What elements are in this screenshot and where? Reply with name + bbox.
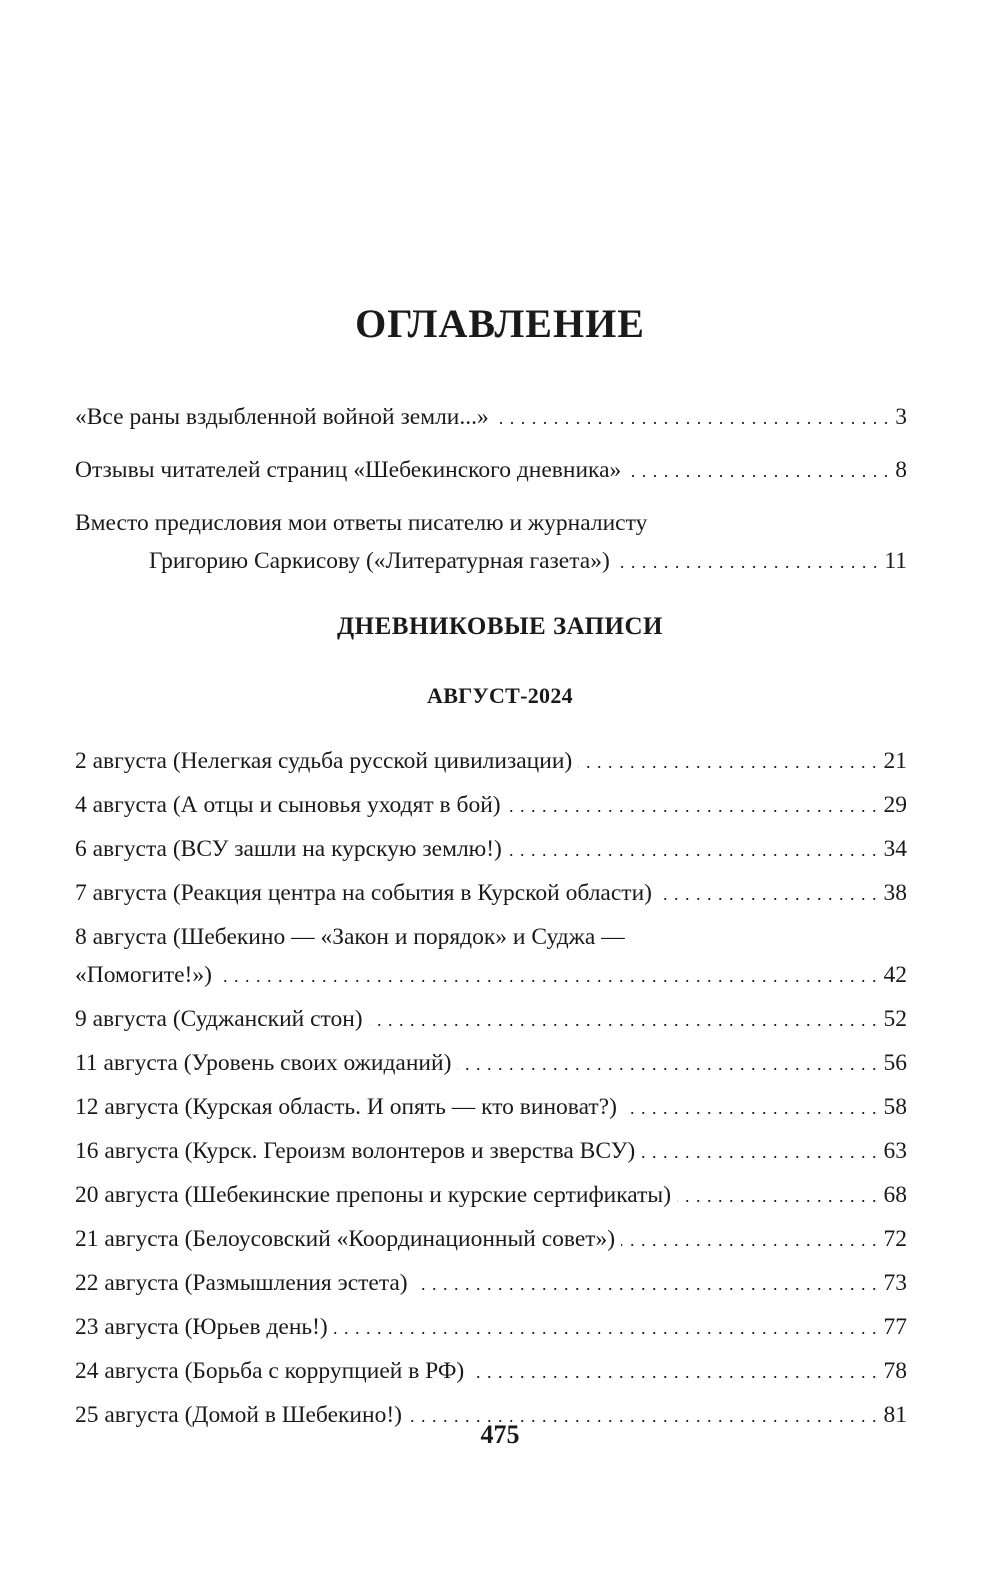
entry-page: 3 [895, 404, 907, 430]
toc-entry[interactable] [75, 451, 907, 489]
entry-page: 21 [883, 748, 907, 774]
entry-page: 56 [883, 1050, 907, 1076]
toc-entry[interactable] [75, 1044, 907, 1082]
entry-title: 23 августа (Юрьев день!) [75, 1314, 328, 1340]
entry-title: Отзывы читателей страниц «Шебекинского дневника» [75, 457, 622, 483]
entry-page: 81 [883, 1402, 907, 1428]
dot-leader [218, 959, 878, 983]
toc-entry[interactable] [75, 504, 907, 580]
page-number: 475 [480, 1420, 520, 1449]
toc-entry[interactable] [75, 830, 907, 868]
entry-title-line1: 8 августа (Шебекино — «Закон и порядок» и Суджа — [75, 924, 625, 950]
section-title: ДНЕВНИКОВЫЕ ЗАПИСИ [336, 613, 663, 640]
entry-title: 6 августа (ВСУ зашли на курскую землю!) [75, 836, 502, 862]
entry-page: 77 [883, 1314, 907, 1340]
dot-leader [658, 877, 878, 901]
dot-leader [414, 1267, 878, 1291]
toc-entry[interactable] [75, 1308, 907, 1346]
entry-page: 52 [883, 1006, 907, 1032]
entry-title: 11 августа (Уровень своих ожиданий) [75, 1050, 452, 1076]
toc-entry[interactable] [75, 1088, 907, 1126]
entry-page: 73 [883, 1270, 907, 1296]
dot-leader [470, 1355, 877, 1379]
entry-page: 42 [883, 962, 907, 988]
entry-page: 34 [883, 836, 907, 862]
dot-leader [627, 454, 889, 478]
toc-entry[interactable] [75, 918, 907, 994]
entry-title: 12 августа (Курская область. И опять — кто виноват?) [75, 1094, 617, 1120]
dot-leader [508, 833, 878, 857]
dot-leader [578, 745, 877, 769]
entry-title: 7 августа (Реакция центра на события в Курской области) [75, 880, 652, 906]
entry-page: 29 [883, 792, 907, 818]
entry-page: 8 [895, 457, 907, 483]
toc-entry[interactable] [75, 1000, 907, 1038]
toc-entry[interactable] [75, 1220, 907, 1258]
entry-page: 63 [883, 1138, 907, 1164]
toc-entry[interactable] [75, 1132, 907, 1170]
entry-title: «Помогите!») [75, 962, 212, 988]
dot-leader [677, 1179, 877, 1203]
dot-leader [623, 1091, 878, 1115]
subsection-title: АВГУСТ-2024 [427, 683, 573, 708]
toc-entry[interactable] [75, 742, 907, 780]
entry-title: 22 августа (Размышления эстета) [75, 1270, 408, 1296]
toc-entry[interactable] [75, 1264, 907, 1302]
entry-title: Григорию Саркисову («Литературная газета») [149, 548, 610, 574]
dot-leader [616, 545, 879, 569]
dot-leader [621, 1223, 877, 1247]
front-matter-list [75, 398, 907, 595]
diary-entries-list [75, 742, 907, 1440]
entry-page: 68 [883, 1182, 907, 1208]
entry-title: 4 августа (А отцы и сыновья уходят в бой) [75, 792, 501, 818]
dot-leader [641, 1135, 877, 1159]
entry-title: 25 августа (Домой в Шебекино!) [75, 1402, 402, 1428]
toc-entry[interactable] [75, 874, 907, 912]
entry-title: 16 августа (Курск. Героизм волонтеров и зверства ВСУ) [75, 1138, 636, 1164]
entry-page: 78 [883, 1358, 907, 1384]
toc-title: ОГЛАВЛЕНИЕ [355, 301, 645, 346]
entry-title: 20 августа (Шебекинские препоны и курские сертификаты) [75, 1182, 672, 1208]
dot-leader [507, 789, 878, 813]
toc-entry[interactable] [75, 1176, 907, 1214]
entry-page: 72 [883, 1226, 907, 1252]
entry-page: 11 [884, 548, 907, 574]
toc-entry[interactable] [75, 1352, 907, 1390]
dot-leader [495, 401, 889, 425]
entry-title: 24 августа (Борьба с коррупцией в РФ) [75, 1358, 465, 1384]
dot-leader [334, 1311, 878, 1335]
dot-leader [457, 1047, 877, 1071]
toc-entry[interactable] [75, 786, 907, 824]
entry-title: 9 августа (Суджанский стон) [75, 1006, 363, 1032]
entry-page: 38 [883, 880, 907, 906]
toc-entry[interactable] [75, 398, 907, 436]
dot-leader [408, 1399, 878, 1423]
entry-title: 21 августа (Белоусовский «Координационный совет») [75, 1226, 616, 1252]
entry-title: 2 августа (Нелегкая судьба русской цивилизации) [75, 748, 573, 774]
entry-title-line1: Вместо предисловия мои ответы писателю и журналисту [75, 510, 648, 536]
entry-title: «Все раны вздыбленной войной земли...» [75, 404, 489, 430]
entry-page: 58 [883, 1094, 907, 1120]
dot-leader [369, 1003, 878, 1027]
